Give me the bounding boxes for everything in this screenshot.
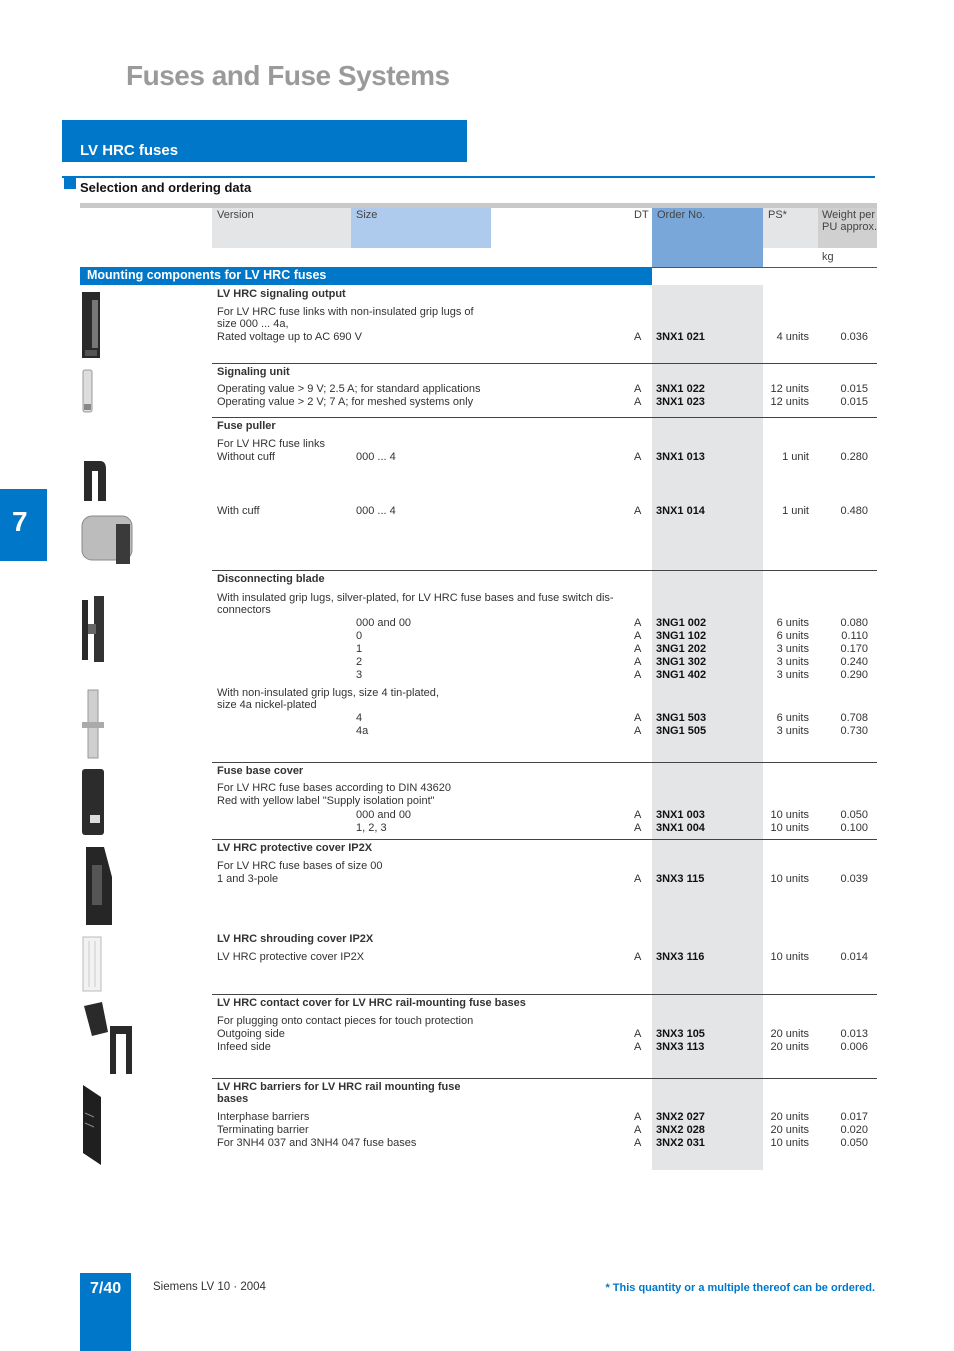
- group-description: connectors: [217, 604, 271, 616]
- barrier-image: [80, 1083, 106, 1167]
- disconnecting-blade-image: [80, 594, 110, 664]
- group-title: Disconnecting blade: [217, 573, 325, 585]
- weight-cell: 0.017: [840, 1111, 868, 1123]
- dt-cell: A: [634, 630, 642, 642]
- group-title: Fuse base cover: [217, 765, 304, 777]
- order-number: 3NG1 402: [656, 669, 707, 681]
- ps-cell: 1 unit: [782, 505, 809, 517]
- protective-cover-image: [80, 845, 116, 927]
- group-description: For LV HRC fuse bases of size 00: [217, 860, 383, 872]
- row-size: 4a: [356, 725, 369, 737]
- weight-cell: 0.730: [840, 725, 868, 737]
- weight-cell: 0.014: [840, 951, 868, 963]
- dt-cell: A: [634, 1111, 642, 1123]
- weight-cell: 0.050: [840, 809, 868, 821]
- group-title: LV HRC barriers for LV HRC rail mounting fuse: [217, 1081, 461, 1093]
- group-title: LV HRC shrouding cover IP2X: [217, 933, 374, 945]
- dt-cell: A: [634, 643, 642, 655]
- row-size: 1, 2, 3: [356, 822, 387, 834]
- order-number: 3NG1 102: [656, 630, 707, 642]
- dt-cell: A: [634, 617, 642, 629]
- dt-cell: A: [634, 1041, 642, 1053]
- ps-cell: 3 units: [776, 725, 809, 737]
- ps-cell: 6 units: [776, 617, 809, 629]
- row-size: 4: [356, 712, 363, 724]
- row-version: Outgoing side: [217, 1028, 285, 1040]
- order-number: 3NX2 027: [656, 1111, 705, 1123]
- order-number: 3NX2 031: [656, 1137, 705, 1149]
- footnote: * This quantity or a multiple thereof can be ordered.: [605, 1282, 875, 1294]
- order-number: 3NG1 002: [656, 617, 707, 629]
- weight-cell: 0.036: [840, 331, 868, 343]
- ps-cell: 10 units: [770, 822, 809, 834]
- group-description: For LV HRC fuse bases according to DIN 43620: [217, 782, 451, 794]
- subsection-title: Selection and ordering data: [80, 180, 252, 195]
- header-dt: DT: [634, 209, 649, 221]
- ps-cell: 12 units: [770, 383, 809, 395]
- group-description: For plugging onto contact pieces for touch protection: [217, 1015, 474, 1027]
- group-divider: [212, 363, 877, 364]
- group-divider: [212, 570, 877, 571]
- weight-cell: 0.020: [840, 1124, 868, 1136]
- weight-cell: 0.280: [840, 451, 868, 463]
- group-bar-title: Mounting components for LV HRC fuses: [87, 268, 327, 282]
- weight-cell: 0.708: [840, 712, 868, 724]
- weight-cell: 0.015: [840, 396, 868, 408]
- dt-cell: A: [634, 725, 642, 737]
- ps-cell: 20 units: [770, 1041, 809, 1053]
- contact-cover-image: [80, 1000, 138, 1078]
- weight-cell: 0.240: [840, 656, 868, 668]
- dt-cell: A: [634, 1137, 642, 1149]
- order-number: 3NX3 105: [656, 1028, 705, 1040]
- row-version: For 3NH4 037 and 3NH4 047 fuse bases: [217, 1137, 417, 1149]
- order-number: 3NG1 302: [656, 656, 707, 668]
- ps-cell: 20 units: [770, 1124, 809, 1136]
- weight-cell: 0.480: [840, 505, 868, 517]
- ps-cell: 4 units: [776, 331, 809, 343]
- dt-cell: A: [634, 505, 642, 517]
- fuse-puller-image: [80, 457, 110, 505]
- row-size: 000 ... 4: [356, 505, 396, 517]
- dt-cell: A: [634, 656, 642, 668]
- dt-cell: A: [634, 669, 642, 681]
- group-divider: [212, 994, 877, 995]
- disconnecting-blade-plated-image: [80, 688, 110, 760]
- order-number: 3NX1 022: [656, 383, 705, 395]
- ps-cell: 3 units: [776, 669, 809, 681]
- row-size: 000 and 00: [356, 617, 412, 629]
- row-size: 2: [356, 656, 363, 668]
- row-version: 1 and 3-pole: [217, 873, 279, 885]
- weight-cell: 0.170: [840, 643, 868, 655]
- dt-cell: A: [634, 873, 642, 885]
- row-version: Without cuff: [217, 451, 275, 463]
- group-description: size 000 ... 4a,: [217, 318, 289, 330]
- ps-cell: 20 units: [770, 1028, 809, 1040]
- fuse-puller-cuff-image: [80, 510, 138, 568]
- dt-cell: A: [634, 951, 642, 963]
- order-number: 3NX1 023: [656, 396, 705, 408]
- weight-cell: 0.050: [840, 1137, 868, 1149]
- group-divider: [212, 1078, 877, 1079]
- row-version: Operating value > 9 V; 2.5 A; for standard applications: [217, 383, 481, 395]
- ps-cell: 1 unit: [782, 451, 809, 463]
- group-title-continued: bases: [217, 1093, 249, 1105]
- ps-cell: 10 units: [770, 809, 809, 821]
- order-number: 3NX1 013: [656, 451, 705, 463]
- row-version: Operating value > 2 V; 7 A; for meshed systems only: [217, 396, 474, 408]
- order-number: 3NX3 116: [656, 951, 705, 963]
- dt-cell: A: [634, 451, 642, 463]
- ps-cell: 3 units: [776, 643, 809, 655]
- row-size: 3: [356, 669, 363, 681]
- dt-cell: A: [634, 331, 642, 343]
- group-description: For LV HRC fuse links: [217, 438, 325, 450]
- weight-cell: 0.100: [840, 822, 868, 834]
- group-divider: [212, 839, 877, 840]
- group-divider: [212, 417, 877, 418]
- section-rule: [62, 176, 875, 178]
- order-number: 3NG1 202: [656, 643, 707, 655]
- ps-cell: 6 units: [776, 712, 809, 724]
- group-title: LV HRC contact cover for LV HRC rail-mounting fuse bases: [217, 997, 526, 1009]
- chapter-number: 7: [12, 506, 28, 537]
- group-description: With non-insulated grip lugs, size 4 tin-plated,: [217, 687, 439, 699]
- page-number: 7/40: [90, 1280, 122, 1297]
- header-weight-unit: kg: [822, 251, 834, 263]
- ps-cell: 6 units: [776, 630, 809, 642]
- group-title: LV HRC protective cover IP2X: [217, 842, 373, 854]
- order-number: 3NX3 113: [656, 1041, 705, 1053]
- signaling-output-image: [80, 290, 104, 360]
- ps-cell: 12 units: [770, 396, 809, 408]
- dt-cell: A: [634, 396, 642, 408]
- header-order-no: Order No.: [657, 209, 706, 221]
- dt-cell: A: [634, 822, 642, 834]
- row-version: Interphase barriers: [217, 1111, 310, 1123]
- row-size: 000 and 00: [356, 809, 412, 821]
- order-number: 3NX1 003: [656, 809, 705, 821]
- row-size: 1: [356, 643, 363, 655]
- group-title: Signaling unit: [217, 366, 290, 378]
- group-description: size 4a nickel-plated: [217, 699, 317, 711]
- weight-cell: 0.110: [841, 630, 868, 642]
- ps-cell: 10 units: [770, 951, 809, 963]
- dt-cell: A: [634, 712, 642, 724]
- weight-cell: 0.039: [840, 873, 868, 885]
- dt-cell: A: [634, 1028, 642, 1040]
- group-description: For LV HRC fuse links with non-insulated grip lugs of: [217, 306, 474, 318]
- row-size: 0: [356, 630, 363, 642]
- group-divider: [212, 762, 877, 763]
- weight-cell: 0.013: [840, 1028, 868, 1040]
- dt-cell: A: [634, 809, 642, 821]
- order-number: 3NX2 028: [656, 1124, 705, 1136]
- signaling-unit-image: [80, 368, 96, 414]
- page-title: Fuses and Fuse Systems: [126, 60, 450, 91]
- row-version: LV HRC protective cover IP2X: [217, 951, 365, 963]
- order-number: 3NG1 503: [656, 712, 707, 724]
- weight-cell: 0.290: [840, 669, 868, 681]
- section-title: LV HRC fuses: [80, 142, 179, 159]
- header-rule: [651, 267, 877, 268]
- fuse-base-cover-image: [80, 767, 108, 837]
- weight-cell: 0.080: [840, 617, 868, 629]
- row-version: Infeed side: [217, 1041, 271, 1053]
- group-title: LV HRC signaling output: [217, 288, 346, 300]
- order-number: 3NX1 014: [656, 505, 705, 517]
- shrouding-cover-image: [80, 935, 106, 993]
- header-size: Size: [356, 209, 378, 221]
- order-number: 3NX1 021: [656, 331, 705, 343]
- group-title: Fuse puller: [217, 420, 276, 432]
- dt-cell: A: [634, 1124, 642, 1136]
- dt-cell: A: [634, 383, 642, 395]
- ps-cell: 3 units: [776, 656, 809, 668]
- order-number: 3NX1 004: [656, 822, 705, 834]
- ps-cell: 20 units: [770, 1111, 809, 1123]
- weight-cell: 0.006: [840, 1041, 868, 1053]
- group-description: With insulated grip lugs, silver-plated, for LV HRC fuse bases and fuse switch dis-: [217, 592, 614, 604]
- ps-cell: 10 units: [770, 1137, 809, 1149]
- subsection-marker: [64, 177, 76, 189]
- header-weight: Weight per PU approx.: [822, 209, 878, 233]
- weight-cell: 0.015: [840, 383, 868, 395]
- order-number: 3NX3 115: [656, 873, 705, 885]
- header-ps: PS*: [768, 209, 787, 221]
- row-version: With cuff: [217, 505, 260, 517]
- order-number: 3NG1 505: [656, 725, 707, 737]
- catalog-reference: Siemens LV 10 · 2004: [153, 1281, 266, 1293]
- row-version: Terminating barrier: [217, 1124, 309, 1136]
- header-version: Version: [217, 209, 254, 221]
- row-size: 000 ... 4: [356, 451, 396, 463]
- group-description: Rated voltage up to AC 690 V: [217, 331, 362, 343]
- ps-cell: 10 units: [770, 873, 809, 885]
- group-description: Red with yellow label "Supply isolation point": [217, 795, 435, 807]
